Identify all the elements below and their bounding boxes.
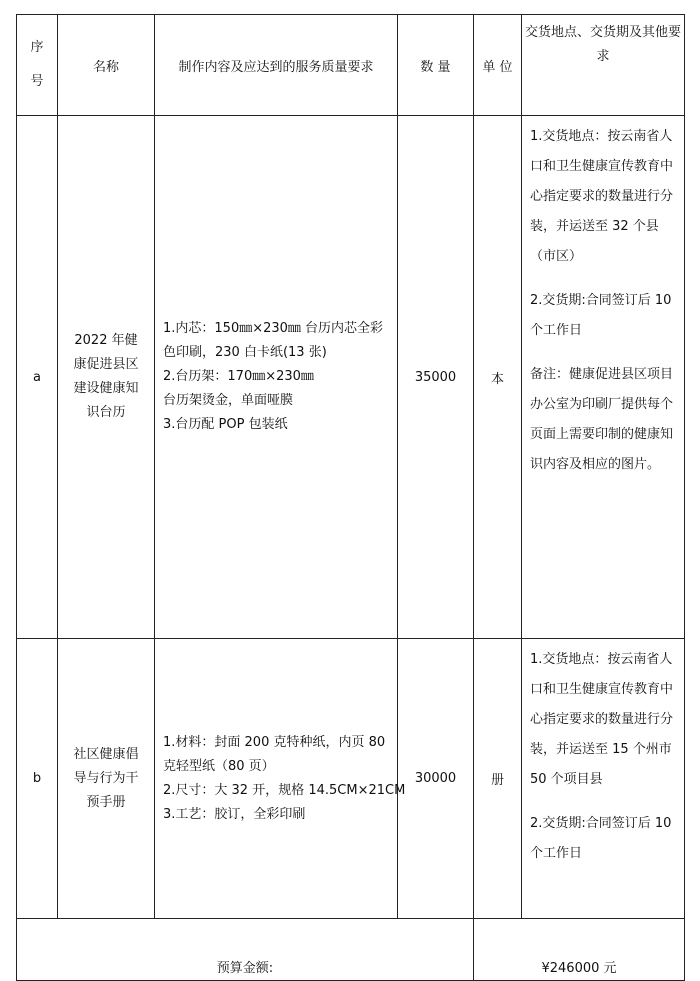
row-qty: 35000 xyxy=(398,116,474,639)
row-qty: 30000 xyxy=(398,639,474,919)
row-spec: 1.材料：封面 200 克特种纸，内页 80 克轻型纸（80 页） 2.尺寸：大 32 开，规格 14.5CM×21CM 3.工艺：胶订，全彩印刷 xyxy=(155,639,398,919)
header-seq: 序 号 xyxy=(17,15,58,116)
row-seq: b xyxy=(17,639,58,919)
procurement-table xyxy=(16,14,685,981)
table-row xyxy=(17,639,685,919)
row-delivery: 1.交货地点：按云南省人口和卫生健康宣传教育中心指定要求的数量进行分装，并运送至 15 个州市 50 个项目县 2.交货期:合同签订后 10 个工作日 xyxy=(522,639,685,919)
header-unit: 单 位 xyxy=(474,15,522,116)
budget-amount: ¥246000 元 xyxy=(474,919,685,981)
total-row xyxy=(17,919,685,981)
row-delivery: 1.交货地点：按云南省人口和卫生健康宣传教育中心指定要求的数量进行分装，并运送至 32 个县（市区） 2.交货期:合同签订后 10 个工作日 备注：健康促进县区项目办公室为印刷厂提供每个页面上需要印制的健康知识内容及相应的图片。 xyxy=(522,116,685,639)
budget-label: 预算金额: xyxy=(17,919,474,981)
header-spec: 制作内容及应达到的服务质量要求 xyxy=(155,15,398,116)
row-seq: a xyxy=(17,116,58,639)
table-row xyxy=(17,116,685,639)
header-row xyxy=(17,15,685,116)
header-delivery: 交货地点、交货期及其他要求 xyxy=(522,15,685,116)
row-unit: 本 xyxy=(474,116,522,639)
header-name: 名称 xyxy=(58,15,155,116)
row-unit: 册 xyxy=(474,639,522,919)
row-name: 社区健康倡导与行为干预手册 xyxy=(58,639,155,919)
row-spec: 1.内芯：150㎜×230㎜ 台历内芯全彩 色印刷，230 白卡纸(13 张) 2.台历架：170㎜×230㎜ 台历架烫金，单面哑膜 3.台历配 POP 包装纸 xyxy=(155,116,398,639)
header-qty: 数 量 xyxy=(398,15,474,116)
row-name: 2022 年健康促进县区建设健康知识台历 xyxy=(58,116,155,639)
